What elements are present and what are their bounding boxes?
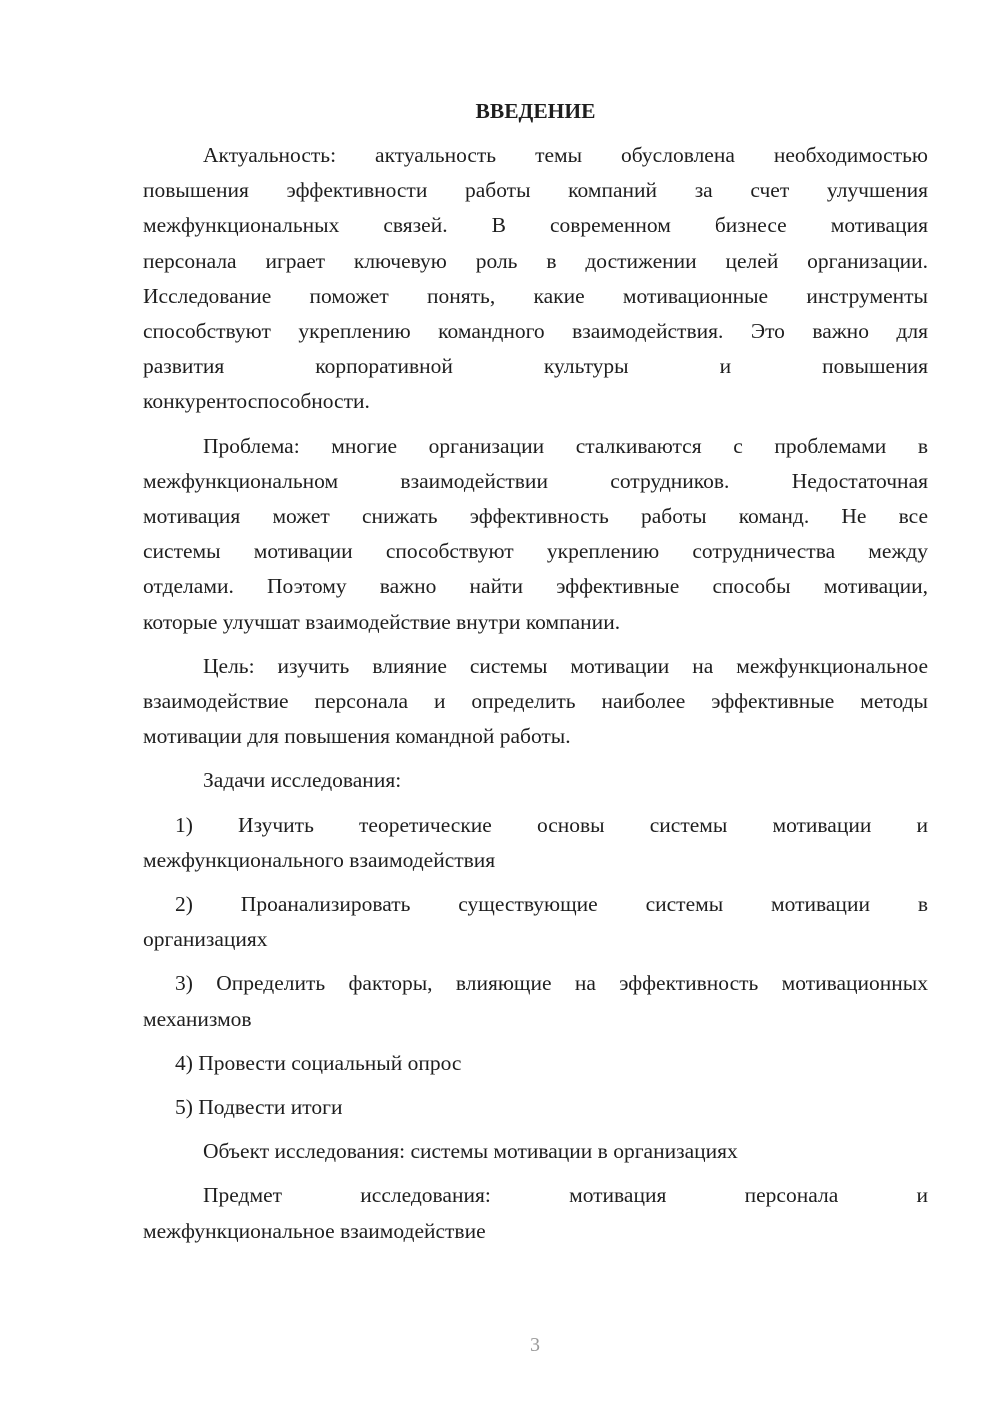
text-line: взаимодействие персонала и определить наиболее эффективные методы xyxy=(143,689,928,714)
text-line: организациях xyxy=(143,927,268,952)
text-line: повышения эффективности работы компаний за счет улучшения xyxy=(143,178,928,203)
section-heading: ВВЕДЕНИЕ xyxy=(475,99,596,123)
text-line: конкурентоспособности. xyxy=(143,389,370,414)
text-line: которые улучшат взаимодействие внутри компании. xyxy=(143,609,621,634)
text-line: Исследование поможет понять, какие мотивационные инструменты xyxy=(143,283,928,308)
text-line: 2) Проанализировать существующие системы мотивации в xyxy=(175,892,928,917)
text-line: персонала играет ключевую роль в достижении целей организации. xyxy=(143,248,928,273)
text-line: отделами. Поэтому важно найти эффективные способы мотивации, xyxy=(143,574,928,599)
object-paragraph xyxy=(143,1134,928,1169)
text-line: способствуют укреплению командного взаимодействия. Это важно для xyxy=(143,319,928,344)
task-item-5 xyxy=(143,1090,928,1125)
task-item-3 xyxy=(143,966,928,1036)
text-line: Задачи исследования: xyxy=(203,768,402,793)
text-line: Проблема: многие организации сталкиваются с проблемами в xyxy=(203,433,928,458)
text-line: межфункциональное взаимодействие xyxy=(143,1218,486,1243)
text-line: 3) Определить факторы, влияющие на эффективность мотивационных xyxy=(175,971,928,996)
text-line: 1) Изучить теоретические основы системы мотивации и xyxy=(175,812,928,837)
text-line: Цель: изучить влияние системы мотивации на межфункциональное xyxy=(203,653,928,678)
text-line: мотивации для повышения командной работы. xyxy=(143,724,571,749)
subject-paragraph xyxy=(143,1178,928,1248)
page-number: 3 xyxy=(530,1334,540,1356)
text-line: Предмет исследования: мотивация персонала и xyxy=(203,1183,928,1208)
task-item-2 xyxy=(143,887,928,957)
tasks-title xyxy=(143,763,928,798)
text-line: межфункциональных связей. В современном бизнесе мотивация xyxy=(143,213,928,238)
task-item-1 xyxy=(143,808,928,878)
text-line: Актуальность: актуальность темы обусловлена необходимостью xyxy=(203,143,928,167)
goal-paragraph xyxy=(143,649,928,755)
problem-paragraph xyxy=(143,429,928,640)
text-line: Объект исследования: системы мотивации в организациях xyxy=(203,1139,738,1164)
text-line: межфункциональном взаимодействии сотрудников. Недостаточная xyxy=(143,468,928,493)
page-content xyxy=(143,96,928,1258)
text-line: развития корпоративной культуры и повышения xyxy=(143,354,928,379)
relevance-paragraph xyxy=(143,138,928,420)
text-line: мотивация может снижать эффективность работы команд. Не все xyxy=(143,504,928,529)
text-line: системы мотивации способствуют укреплению сотрудничества между xyxy=(143,539,928,564)
text-line: 5) Подвести итоги xyxy=(175,1095,343,1120)
task-item-4 xyxy=(143,1046,928,1081)
text-line: 4) Провести социальный опрос xyxy=(175,1050,462,1075)
text-line: механизмов xyxy=(143,1006,252,1031)
text-line: межфункционального взаимодействия xyxy=(143,847,496,872)
